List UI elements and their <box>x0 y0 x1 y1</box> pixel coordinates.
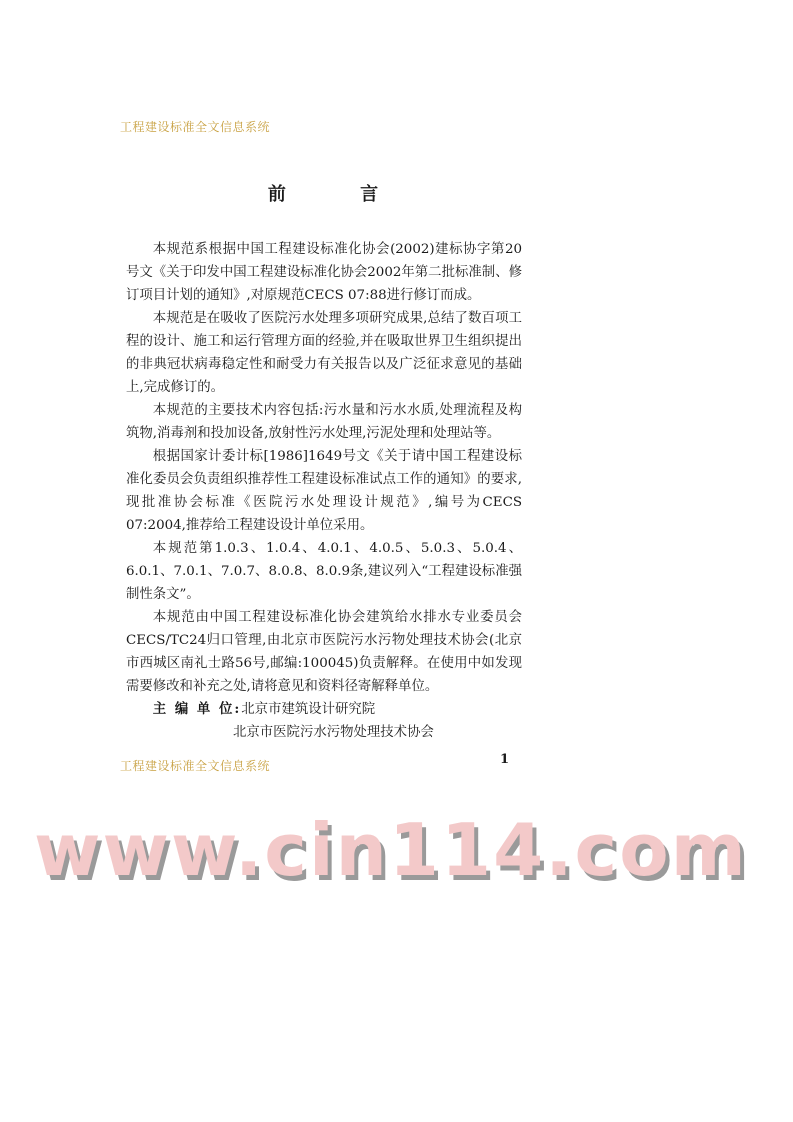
paragraph-5: 本规范第1.0.3、1.0.4、4.0.1、4.0.5、5.0.3、5.0.4、6.0.1、7.0.1、7.0.7、8.0.8、8.0.9条,建议列入“工程建设标准强制性条文”。 <box>126 541 522 602</box>
page-title: 前 言 <box>267 184 413 205</box>
paragraph-3: 本规范的主要技术内容包括:污水量和污水水质,处理流程及构筑物,消毒剂和投加设备,放射性污水处理,污泥处理和处理站等。 <box>126 403 522 441</box>
paragraph-4: 根据国家计委计标[1986]1649号文《关于请中国工程建设标准化委员会负责组织推荐性工程建设标准试点工作的通知》的要求,现批准协会标准《医院污水处理设计规范》,编号为CECS 07:2004,推荐给工程建设设计单位采用。 <box>126 449 522 533</box>
page-number: 1 <box>500 752 510 767</box>
editor-label: 主 编 单 位: <box>152 701 242 717</box>
preface-body <box>126 238 522 744</box>
paragraph-2: 本规范是在吸收了医院污水处理多项研究成果,总结了数百项工程的设计、施工和运行管理方面的经验,并在吸取世界卫生组织提出的非典冠状病毒稳定性和耐受力有关报告以及广泛征求意见的基础上,完成修订的。 <box>126 311 522 395</box>
header-watermark: 工程建设标准全文信息系统 <box>120 120 271 134</box>
editor-unit-1: 北京市建筑设计研究院 <box>241 702 376 717</box>
footer-watermark: 工程建设标准全文信息系统 <box>120 759 271 773</box>
site-watermark: www.cin114.com <box>34 808 748 892</box>
editor-unit-2: 北京市医院污水污物处理技术协会 <box>233 725 434 740</box>
editor-row <box>126 698 522 721</box>
paragraph-6: 本规范由中国工程建设标准化协会建筑给水排水专业委员会CECS/TC24归口管理,由北京市医院污水污物处理技术协会(北京市西城区南礼士路56号,邮编:100045)负责解释。在使用中如发现需要修改和补充之处,请将意见和资料径寄解释单位。 <box>126 610 522 694</box>
paragraph-1: 本规范系根据中国工程建设标准化协会(2002)建标协字第20号文《关于印发中国工程建设标准化协会2002年第二批标准制、修订项目计划的通知》,对原规范CECS 07:88进行修订而成。 <box>126 242 522 303</box>
